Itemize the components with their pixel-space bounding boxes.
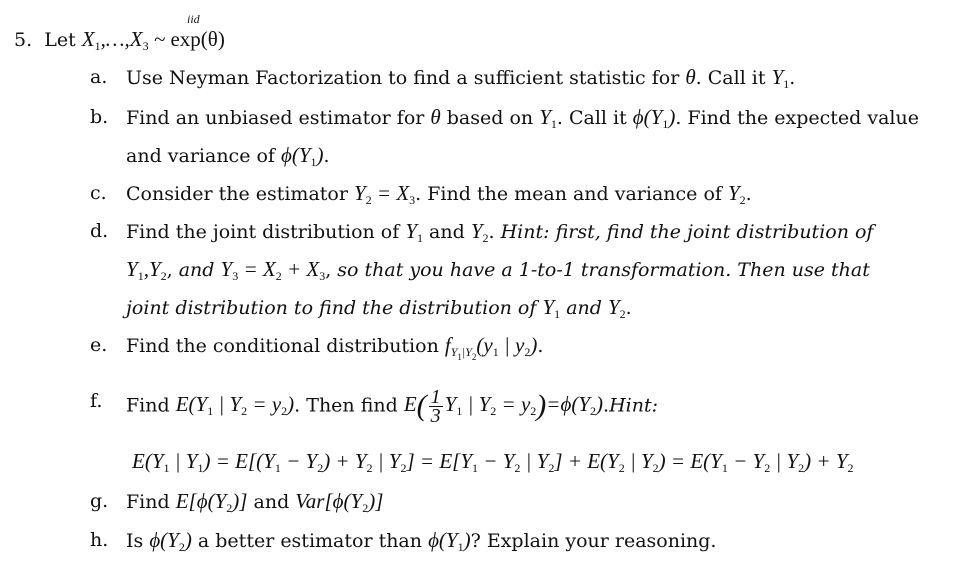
math-y2: $Y_2$ (727, 181, 746, 207)
item-d-hint-3: so that you have a 1-to-1 transformation. Then use that (337, 259, 870, 281)
math-y1: $Y_1$ (405, 219, 423, 245)
item-e-label: e. (90, 334, 108, 356)
item-a-text-2: . Call it (695, 67, 766, 89)
math-exp-dist: exp(θ) (170, 27, 225, 51)
problem-number: 5. (14, 29, 33, 51)
math-tower-equation: $E(Y_1$ | $Y_1) = E[(Y_1 - Y_2) + Y_2$ | $Y_2] = E[Y_1 - Y_2$ | $Y_2] + E(Y_2$ | $Y_2) = E(Y_1 - Y_2$ | $Y_2) + Y_2$ (132, 449, 854, 475)
math-phi-y2: $\phi(Y_2)$ (149, 528, 192, 554)
item-h-label: h. (90, 529, 109, 551)
item-f-text-1: Find (126, 394, 170, 417)
math-y2-eq-x3: $Y_2 = X_3$ (353, 181, 416, 207)
item-f-hint-label: Hint: (609, 394, 658, 417)
math-theta: θ (685, 65, 696, 89)
item-d-text-2: and (429, 221, 465, 243)
item-h (126, 527, 716, 560)
item-d-hint-4: joint distribution to find the distribution of (126, 297, 537, 319)
item-c-label: c. (90, 182, 107, 204)
math-expect-phi-y2: $E[\phi(Y_2)]$ (175, 489, 248, 515)
math-y1: $Y_1$ (542, 295, 561, 321)
math-y3-def: $Y_3 = X_2 + X_3$ (220, 257, 326, 283)
item-c-text-1: Consider the estimator (126, 183, 348, 205)
item-b-label: b. (90, 106, 109, 128)
math-conditional-density: $f_{Y_1|Y_2}(y_1$ | $y_2$) (444, 333, 538, 362)
problem-intro (14, 26, 225, 59)
item-b-line-1 (126, 104, 919, 137)
math-expectation-expression: E( $\frac{1}{3}$ $Y_1$ | $Y_2 = y_2)=\phi(Y_2)$ (403, 386, 604, 427)
item-d-line-1: Find the joint distribution of $Y_1$ and $Y_2$. Hint: first, find the joint distribution of (126, 219, 874, 245)
item-h-text-1: Is (126, 530, 144, 552)
item-b-text-3: . Call it (556, 107, 627, 129)
item-e-text-1: Find the conditional distribution (126, 335, 439, 357)
item-b-text-5: and variance of (126, 145, 275, 167)
item-d-text-1: Find the joint distribution of (126, 221, 400, 243)
math-y2: $Y_2$ (607, 295, 626, 321)
item-a: Use Neyman Factorization to find a sufficient statistic for θ. Call it $Y_1$. (126, 65, 796, 91)
item-d-hint-5: and (566, 297, 602, 319)
item-b-text-2: based on (446, 107, 534, 129)
item-e: Find the conditional distribution $f_{Y_1|Y_2}(y_1$ | $y_2$). (126, 333, 544, 362)
math-phi-y1: $\phi(Y_1)$ (281, 143, 324, 169)
item-d-hint-1: Hint: first, find the joint distribution of (500, 221, 874, 243)
item-d-label: d. (90, 220, 109, 242)
item-b-text-1: Find an unbiased estimator for (126, 107, 425, 129)
math-y1: $Y_1$ (771, 65, 790, 91)
item-h-text-2: a better estimator than (197, 530, 423, 552)
item-a-text-1: Use Neyman Factorization to find a sufficient statistic for (126, 67, 680, 89)
item-f-label: f. (90, 390, 103, 412)
item-g (126, 488, 383, 521)
item-f-equation (132, 448, 854, 481)
math-var-phi-y2: $Var[\phi(Y_2)]$ (295, 489, 384, 515)
item-g-label: g. (90, 490, 109, 512)
item-g-text-2: and (253, 491, 290, 513)
math-y1: $Y_1$ (539, 105, 557, 131)
item-g-text-1: Find (126, 491, 170, 513)
math-phi-y1: $\phi(Y_1)$ (632, 105, 676, 131)
math-y2: $Y_2$ (470, 219, 489, 245)
item-b-line-2: and variance of $\phi(Y_1)$. (126, 143, 330, 169)
item-b-text-4: . Find the expected value (675, 107, 919, 129)
item-a-label: a. (90, 66, 108, 88)
item-f-line-1: Find $E(Y_1$ | $Y_2 = y_2$). Then find E( $\frac{1}{3}$ $Y_1$ | $Y_2$ = $y_2)=\phi(Y_2).Hint$: (126, 386, 658, 427)
item-f-text-2: Then find (306, 394, 398, 417)
math-cond-expectation: $E(Y_1$ | $Y_2 = y_2$) (175, 392, 295, 419)
item-c-text-2: . Find the mean and variance of (415, 183, 722, 205)
fraction-one-third: $\frac{1}{3}$ (430, 386, 441, 427)
math-y1-y2: $Y_1,Y_2$ (126, 257, 167, 283)
math-x-sequence: $X_1,\dots,X_3$ ~ (81, 27, 171, 53)
item-d-hint-2: and (178, 259, 215, 281)
item-h-text-3: ? Explain your reasoning. (470, 530, 717, 552)
math-phi-y1: $\phi(Y_1)$ (428, 528, 471, 554)
item-c: Consider the estimator $Y_2 = X_3$. Find the mean and variance of $Y_2$. (126, 181, 752, 207)
iid-label: iid (187, 12, 200, 26)
math-theta: θ (430, 105, 441, 129)
intro-text: Let (44, 29, 76, 51)
item-d-line-3: joint distribution to find the distribution of $Y_1$ and $Y_2$. (126, 295, 632, 321)
item-d-line-2: $Y_1,Y_2$, and $Y_3 = X_2 + X_3$, so that you have a 1-to-1 transformation. Then use that (126, 257, 870, 283)
